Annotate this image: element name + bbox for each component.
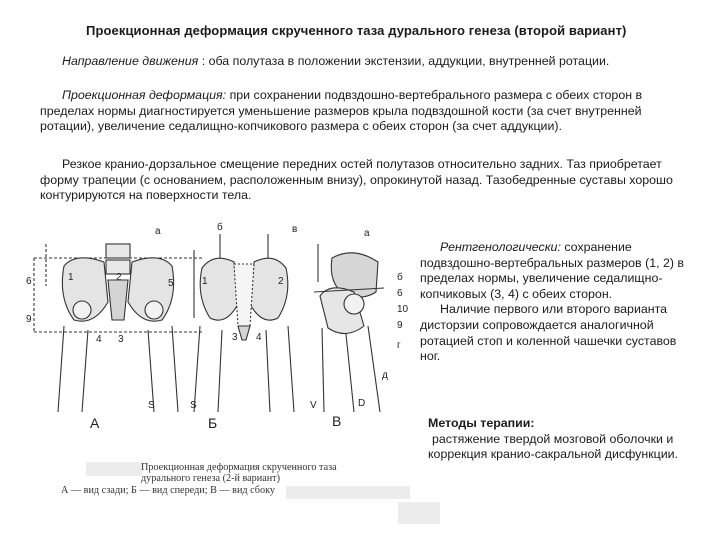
- label-num-1: 1: [68, 272, 74, 283]
- label-num-1-b: 1: [202, 276, 208, 287]
- label-a-a: а: [155, 226, 161, 237]
- xray-block: [420, 240, 696, 365]
- label-num-2-b: 2: [278, 276, 284, 287]
- label-num-3-a: 3: [118, 334, 124, 345]
- label-num-6-v: 6: [397, 288, 403, 299]
- figure-caption: [61, 462, 337, 496]
- xray-text2: Наличие первого или второго варианта дисторзии сопровождается аналогичной ротацией стоп и коленной чашечки суставов ног.: [420, 302, 677, 364]
- caption-line-3: А — вид сзади; Б — вид спереди; В — вид сбоку: [61, 484, 275, 496]
- direction-paragraph: [40, 54, 680, 70]
- label-v-b: б: [397, 272, 403, 283]
- caption-line-1: Проекционная деформация скрученного таза: [141, 462, 337, 473]
- pelvis-panel-v: [314, 244, 384, 412]
- label-num-3-b: 3: [232, 332, 238, 343]
- label-bottom-s2: S: [190, 400, 197, 411]
- label-num-5: 5: [168, 278, 174, 289]
- shift-paragraph: [40, 157, 680, 204]
- page-title: Проекционная деформация скрученного таза дурального генеза (второй вариант): [86, 23, 627, 38]
- direction-text: : оба полутаза в положении экстензии, аддукции, внутренней ротации.: [201, 54, 610, 68]
- pelvis-figure: [24, 222, 412, 437]
- label-num-9-v: 9: [397, 320, 403, 331]
- label-bottom-v: V: [310, 400, 317, 411]
- caption-line-2: дурального генеза (2-й вариант): [141, 473, 281, 485]
- label-num-4-a: 4: [96, 334, 102, 345]
- caption-shade: [398, 502, 440, 524]
- deformation-label: Проекционная деформация:: [62, 88, 227, 102]
- label-num-4-b: 4: [256, 332, 262, 343]
- label-num-10: 10: [397, 304, 409, 315]
- methods-block: [428, 416, 678, 463]
- shift-text: Резкое кранио-дорзальное смещение передних остей полутазов относительно задних. Таз приобретает форму трапеции (с основанием, расположенным внизу), опрокинутой назад. Тазобедренные суставы хорошо контурируются на поверхности тела.: [40, 157, 673, 203]
- deformation-paragraph: [40, 88, 680, 135]
- xray-text: сохранение подвздошно-вертебральных размеров (1, 2) в пределах нормы, увеличение седалищно-копчиковых (3, 4) с обеих сторон.: [420, 240, 685, 301]
- panel-label-b: Б: [208, 415, 218, 431]
- pelvis-panel-a: [34, 244, 202, 412]
- panel-label-v: В: [332, 413, 342, 429]
- label-num-2: 2: [116, 272, 122, 283]
- label-a-b: б: [217, 222, 223, 233]
- label-a-v: в: [292, 224, 298, 235]
- direction-label: Направление движения: [62, 54, 199, 68]
- label-bottom-s1: S: [148, 400, 155, 411]
- pelvis-panel-b: [194, 234, 294, 412]
- xray-label: Рентгенологически:: [440, 240, 561, 254]
- label-num-6: 6: [26, 276, 32, 287]
- deformation-text: при сохранении подвздошно-вертебрального размера с обеих сторон в пределах нормы диагностируется уменьшение размеров крыла подвздошной кости (за счет внутренней ротации), увеличение седалищно-копчикового размера с обеих сторон (за счет аддукции).: [40, 88, 643, 134]
- label-num-9: 9: [26, 314, 32, 325]
- label-v-g: г: [397, 340, 401, 351]
- label-bottom-d: D: [358, 398, 366, 409]
- caption-shade: [86, 462, 142, 476]
- methods-heading: Методы терапии:: [428, 416, 535, 430]
- methods-text: растяжение твердой мозговой оболочки и коррекция кранио-сакральной дисфункции.: [428, 431, 679, 462]
- label-v-d: д: [382, 370, 388, 381]
- panel-label-a: А: [90, 415, 100, 431]
- label-v-a: а: [364, 228, 370, 239]
